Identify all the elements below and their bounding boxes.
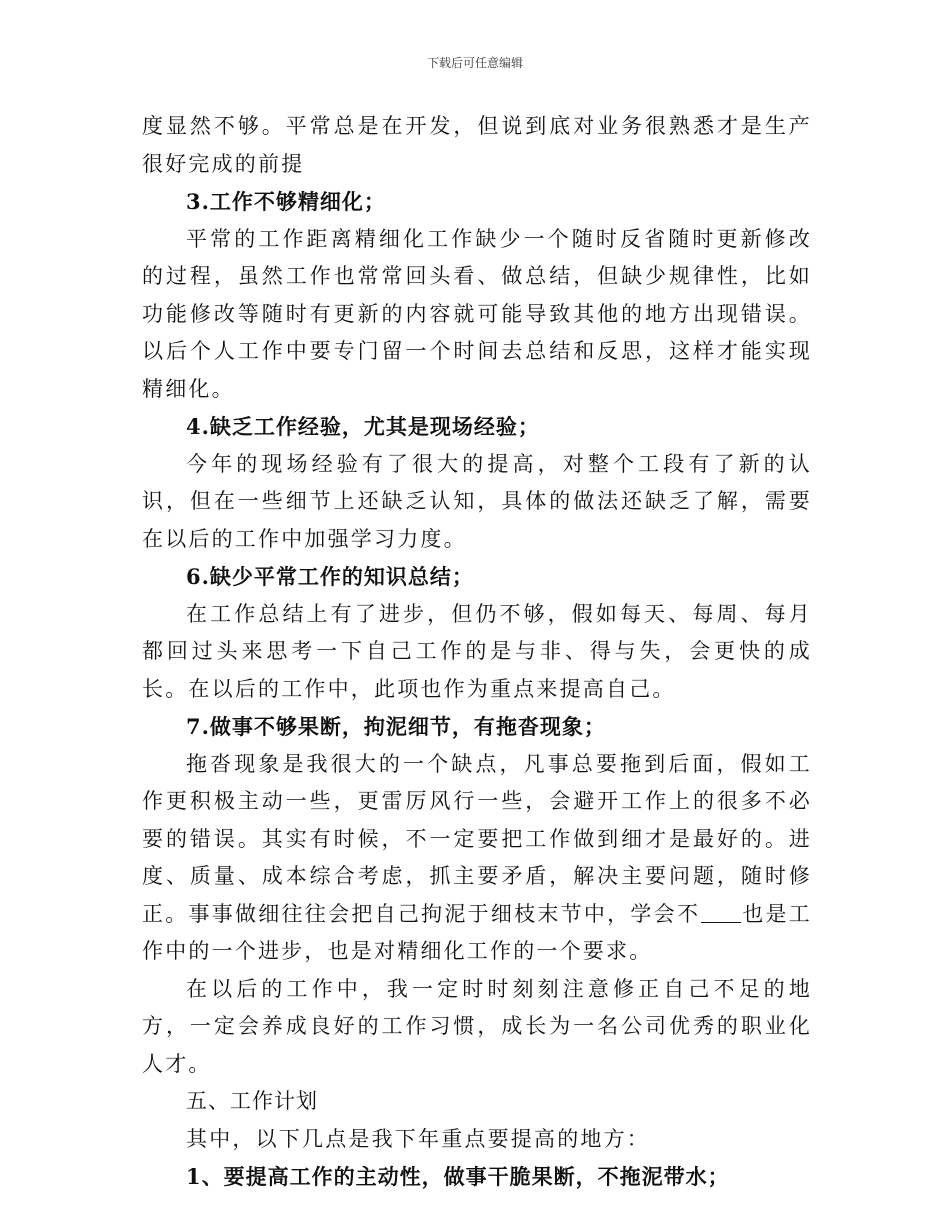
fill-in-blank	[701, 902, 741, 923]
paragraph-text-after-blank: 也是工作中的一个进步，也是对精细化工作的一个要求。	[142, 901, 812, 963]
section-heading-work-plan: 五、工作计划	[186, 1089, 318, 1113]
plan-item-1: 1、要提高工作的主动性，做事干脆果断，不拖泥带水；	[186, 1164, 730, 1189]
section-heading-3: 3.工作不够精细化；	[186, 189, 386, 214]
header-note: 下载后可任意编辑	[426, 56, 523, 70]
section-heading-6: 6.缺少平常工作的知识总结；	[186, 564, 474, 589]
paragraph-experience: 今年的现场经验有了很大的提高，对整个工段有了新的认识，但在一些细节上还缺乏认知，具体的做法还缺乏了解，需要在以后的工作中加强学习力度。	[142, 451, 812, 551]
paragraph-procrastination	[142, 746, 812, 971]
paragraph-refinement: 平常的工作距离精细化工作缺少一个随时反省随时更新修改的过程，虽然工作也常常回头看、做总结，但缺少规律性，比如功能修改等随时有更新的内容就可能导致其他的地方出现错误。以后个人工作中要专门留一个时间去总结和反思，这样才能实现精细化。	[142, 226, 812, 401]
paragraph-text-before-blank: 拖沓现象是我很大的一个缺点，凡事总要拖到后面，假如工作更积极主动一些，更雷厉风行一些，会避开工作上的很多不必要的错误。其实有时候，不一定要把工作做到细才是最好的。进度、质量、成本综合考虑，抓主要矛盾，解决主要问题，随时修正。事事做细往往会把自己拘泥于细枝末节中，学会不	[142, 751, 812, 926]
paragraph-commitment: 在以后的工作中，我一定时时刻刻注意修正自己不足的地方，一定会养成良好的工作习惯，成长为一名公司优秀的职业化人才。	[142, 976, 812, 1076]
document-body	[142, 108, 812, 1196]
paragraph-continuation: 度显然不够。平常总是在开发，但说到底对业务很熟悉才是生产很好完成的前提	[142, 114, 812, 176]
section-heading-4: 4.缺乏工作经验，尤其是现场经验；	[186, 414, 540, 439]
section-heading-7: 7.做事不够果断，拘泥细节，有拖沓现象；	[186, 714, 606, 739]
paragraph-summary: 在工作总结上有了进步，但仍不够，假如每天、每周、每月都回过头来思考一下自己工作的是与非、得与失，会更快的成长。在以后的工作中，此项也作为重点来提高自己。	[142, 601, 812, 701]
paragraph-plan-intro: 其中，以下几点是我下年重点要提高的地方：	[186, 1126, 650, 1151]
